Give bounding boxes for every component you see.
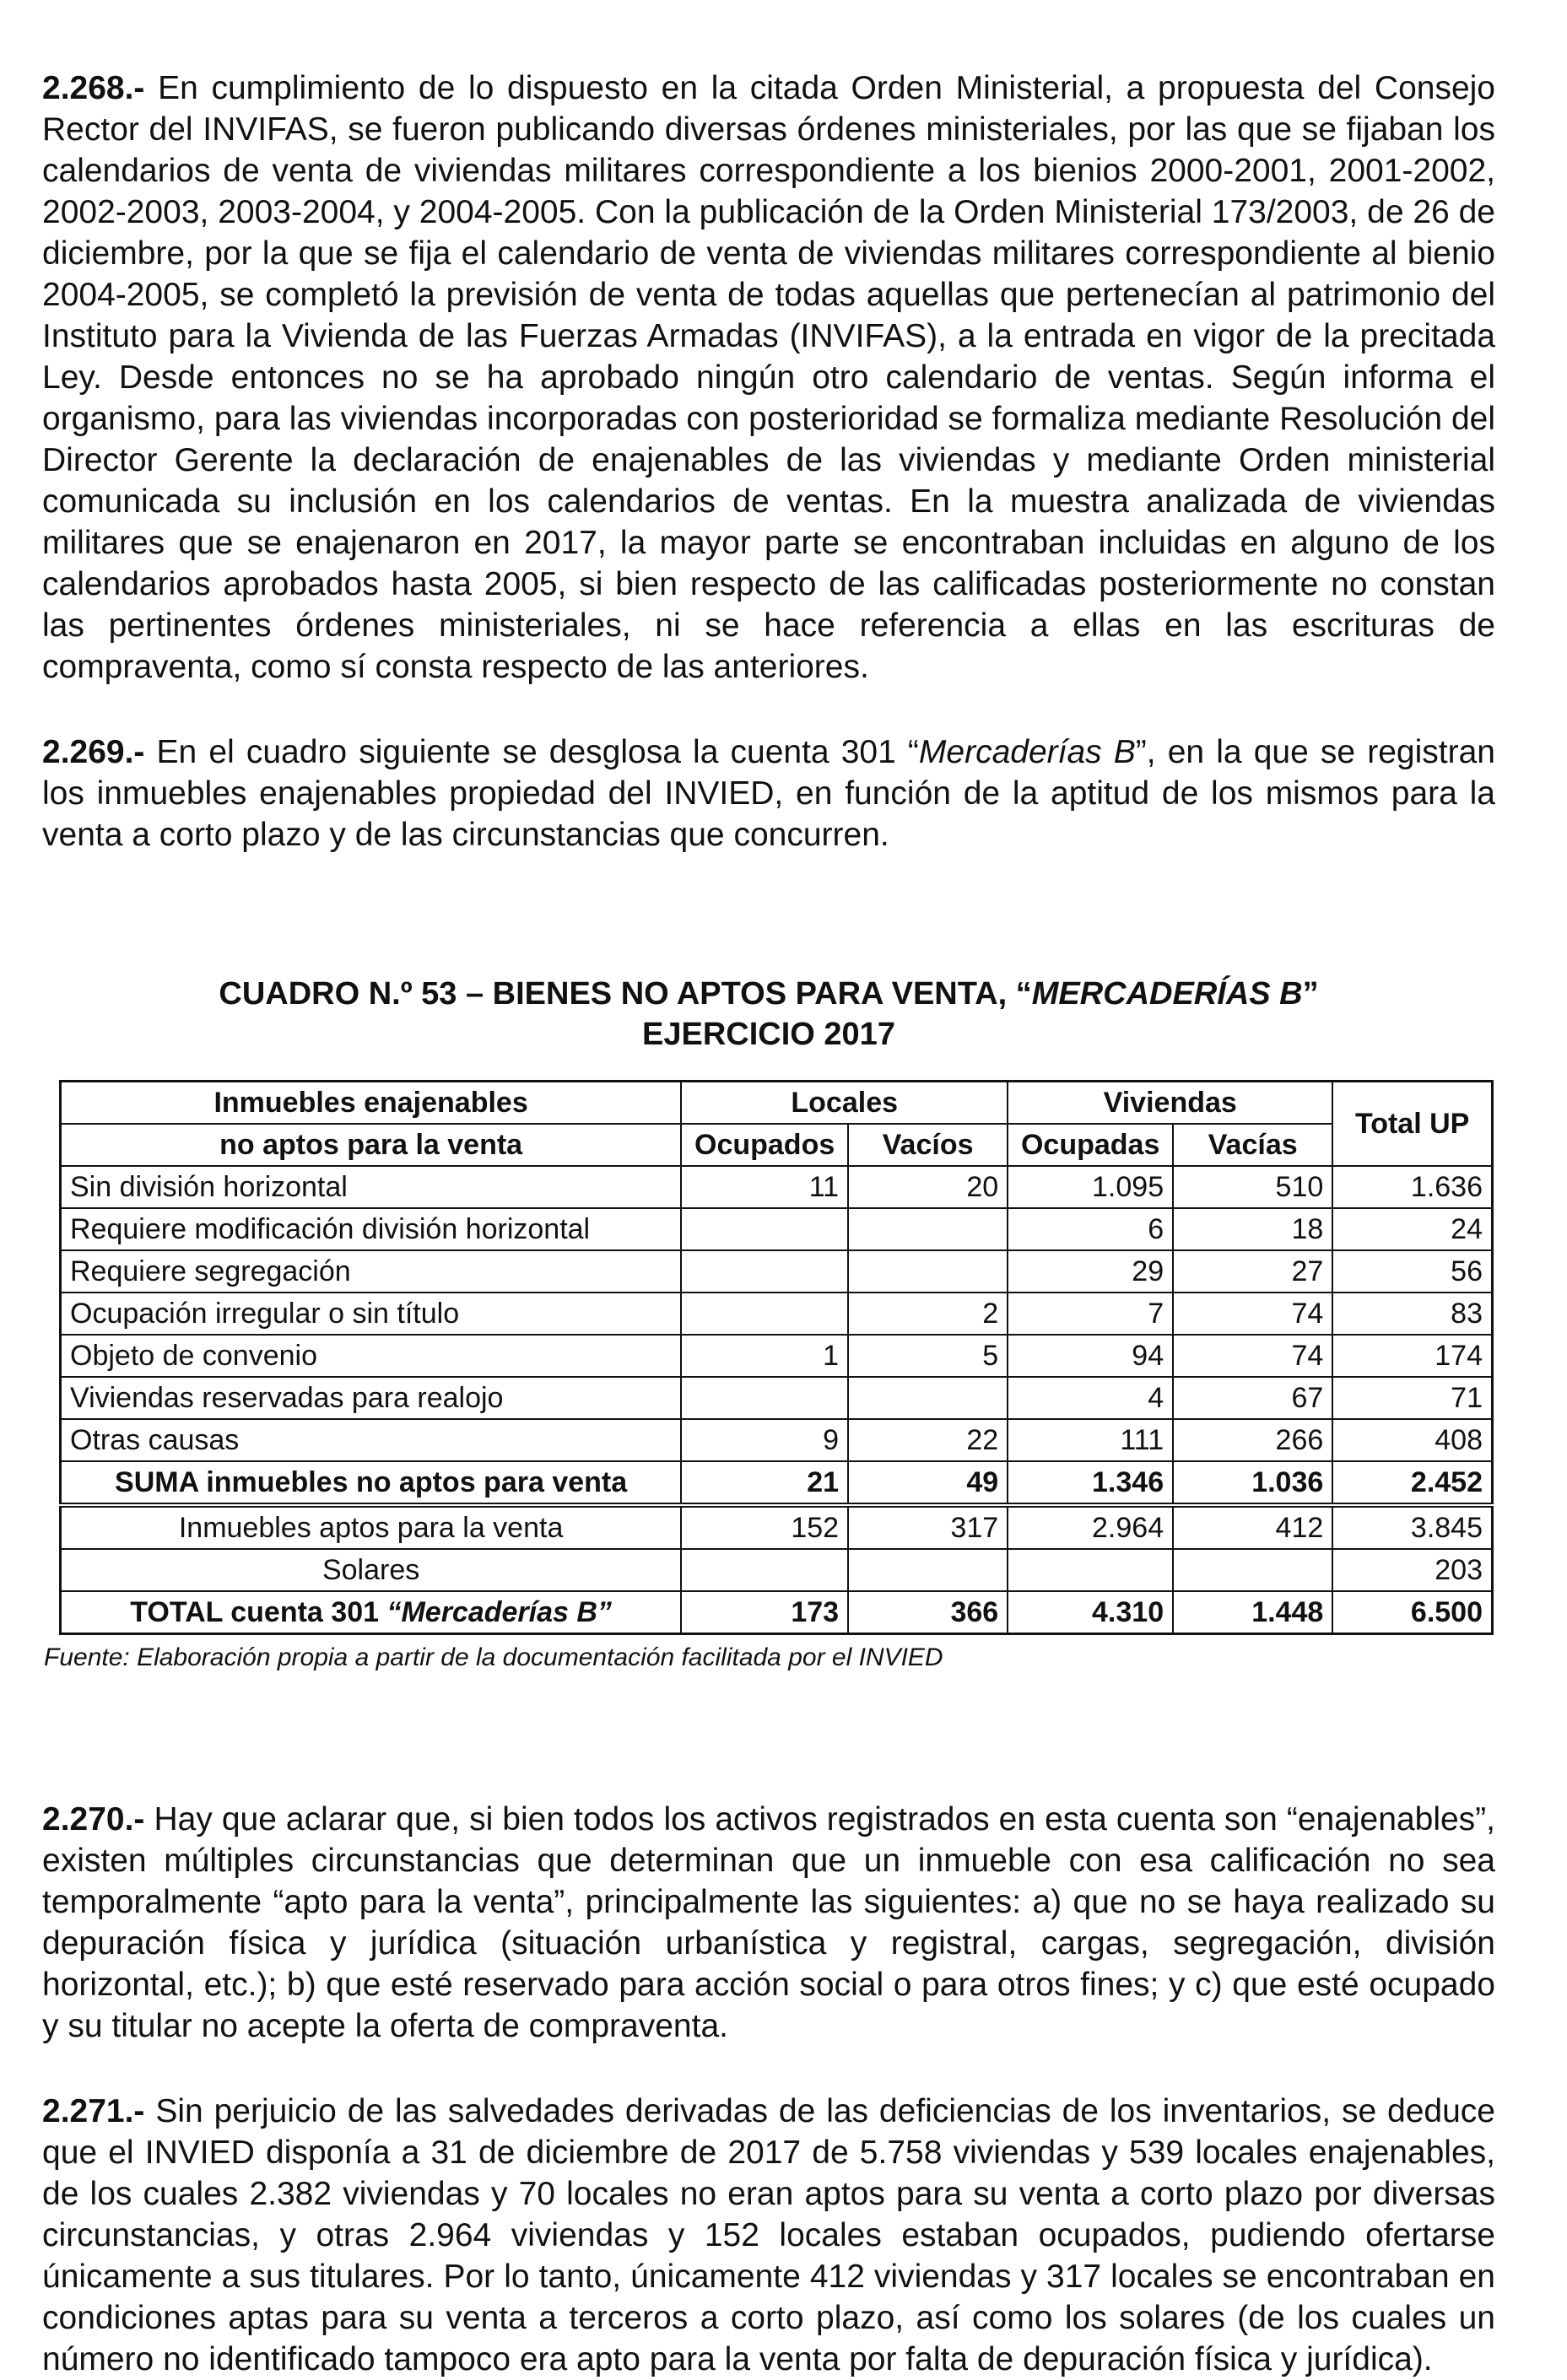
header-viviendas: Viviendas <box>1008 1082 1332 1125</box>
table-caption-year: EJERCICIO 2017 <box>642 1017 895 1052</box>
table-row: Ocupación irregular o sin título 2 7 74 83 <box>61 1293 1493 1335</box>
header-vacios: Vacíos <box>848 1124 1008 1166</box>
table-subheader-row <box>61 1124 1493 1166</box>
paragraph-text: En el cuadro siguiente se desglosa la cuenta 301 “ <box>144 734 919 770</box>
header-vacias: Vacías <box>1173 1124 1332 1166</box>
table-row: Viviendas reservadas para realojo 4 67 71 <box>61 1377 1493 1419</box>
paragraph-italic-text: Mercaderías B <box>918 734 1136 770</box>
header-ocupados: Ocupados <box>681 1124 848 1166</box>
table-row: Sin división horizontal 11 20 1.095 510 1.636 <box>61 1166 1493 1208</box>
table-header-row <box>61 1082 1493 1125</box>
data-table <box>59 1080 1494 1635</box>
header-total: Total UP <box>1332 1082 1492 1167</box>
table-row-solares: Solares 203 <box>61 1549 1493 1591</box>
table-row: Objeto de convenio 1 5 94 74 174 <box>61 1335 1493 1377</box>
paragraph-2270 <box>42 1799 1495 2047</box>
table-source-note: Fuente: Elaboración propia a partir de la documentación facilitada por el INVIED <box>44 1643 943 1671</box>
header-locales: Locales <box>681 1082 1008 1125</box>
paragraph-text: Sin perjuicio de las salvedades derivadas de las deficiencias de los inventarios, se deduce que el INVIED disponía a 31 de diciembre de 2017 de 5.758 viviendas y 539 locales enajenables, de los cuales 2.382 viviendas y 70 locales no eran aptos para su venta a corto plazo por diversas circunstancias, y otras 2.964 viviendas y 152 locales estaban ocupados, pudiendo ofertarse únicamente a sus titulares. Por lo tanto, únicamente 412 viviendas y 317 locales se encontraban en condiciones aptas para su venta a terceros a corto plazo, así como los solares (de los cuales un número no identificado tampoco era apto para la venta por falta de depuración física y jurídica). <box>42 2093 1495 2377</box>
table-row-total: TOTAL cuenta 301 “Mercaderías B” 173 366 4.310 1.448 6.500 <box>61 1591 1493 1634</box>
paragraph-number: 2.271.- <box>42 2093 145 2129</box>
table-caption: CUADRO N.º 53 – BIENES NO APTOS PARA VENTA, “MERCADERÍAS B” <box>219 976 1319 1012</box>
table-row-suma: SUMA inmuebles no aptos para venta 21 49 1.346 1.036 2.452 <box>61 1461 1493 1505</box>
table-row: Requiere modificación división horizontal 6 18 24 <box>61 1208 1493 1250</box>
paragraph-2271 <box>42 2091 1495 2380</box>
paragraph-2268 <box>42 67 1495 688</box>
table-row-aptos: Inmuebles aptos para la venta 152 317 2.964 412 3.845 <box>61 1505 1493 1549</box>
paragraph-number: 2.270.- <box>42 1801 145 1838</box>
paragraph-number: 2.268.- <box>42 70 145 106</box>
header-ocupadas: Ocupadas <box>1008 1124 1173 1166</box>
paragraph-text-cont: ”, en la que se registran los inmuebles enajenables propiedad del INVIED, en función de la aptitud de los mismos para la venta a corto plazo y de las circunstancias que concurren. <box>42 734 1495 853</box>
header-label-2: no aptos para la venta <box>61 1124 682 1166</box>
paragraph-text: Hay que aclarar que, si bien todos los activos registrados en esta cuenta son “enajenables”, existen múltiples circunstancias que determinan que un inmueble con esa calificación no sea temporalmente “apto para la venta”, principalmente las siguientes: a) que no se haya realizado su depuración física y jurídica (situación urbanística y registral, cargas, segregación, división horizontal, etc.); b) que esté reservado para acción social o para otros fines; y c) que esté ocupado y su titular no acepte la oferta de compraventa. <box>42 1801 1495 2044</box>
table-row: Requiere segregación 29 27 56 <box>61 1250 1493 1293</box>
paragraph-number: 2.269.- <box>42 734 145 770</box>
header-label: Inmuebles enajenables <box>61 1082 682 1125</box>
table-row: Otras causas 9 22 111 266 408 <box>61 1419 1493 1461</box>
paragraph-text: En cumplimiento de lo dispuesto en la citada Orden Ministerial, a propuesta del Consejo Rector del INVIFAS, se fueron publicando diversas órdenes ministeriales, por las que se fijaban los calendarios de venta de viviendas militares correspondiente a los bienios 2000-2001, 2001-2002, 2002-2003, 2003-2004, y 2004-2005. Con la publicación de la Orden Ministerial 173/2003, de 26 de diciembre, por la que se fija el calendario de venta de viviendas militares correspondiente al bienio 2004-2005, se completó la previsión de venta de todas aquellas que pertenecían al patrimonio del Instituto para la Vivienda de las Fuerzas Armadas (INVIFAS), a la entrada en vigor de la precitada Ley. Desde entonces no se ha aprobado ningún otro calendario de ventas. Según informa el organismo, para las viviendas incorporadas con posterioridad se formaliza mediante Resolución del Director Gerente la declaración de enajenables de las viviendas y mediante Orden ministerial comunicada su inclusión en los calendarios de ventas. En la muestra analizada de viviendas militares que se enajenaron en 2017, la mayor parte se encontraban incluidas en alguno de los calendarios aprobados hasta 2005, si bien respecto de las calificadas posteriormente no constan las pertinentes órdenes ministeriales, ni se hace referencia a ellas en las escrituras de compraventa, como sí consta respecto de las anteriores. <box>42 70 1495 685</box>
document-page <box>42 67 1495 2380</box>
paragraph-2269 <box>42 731 1495 855</box>
